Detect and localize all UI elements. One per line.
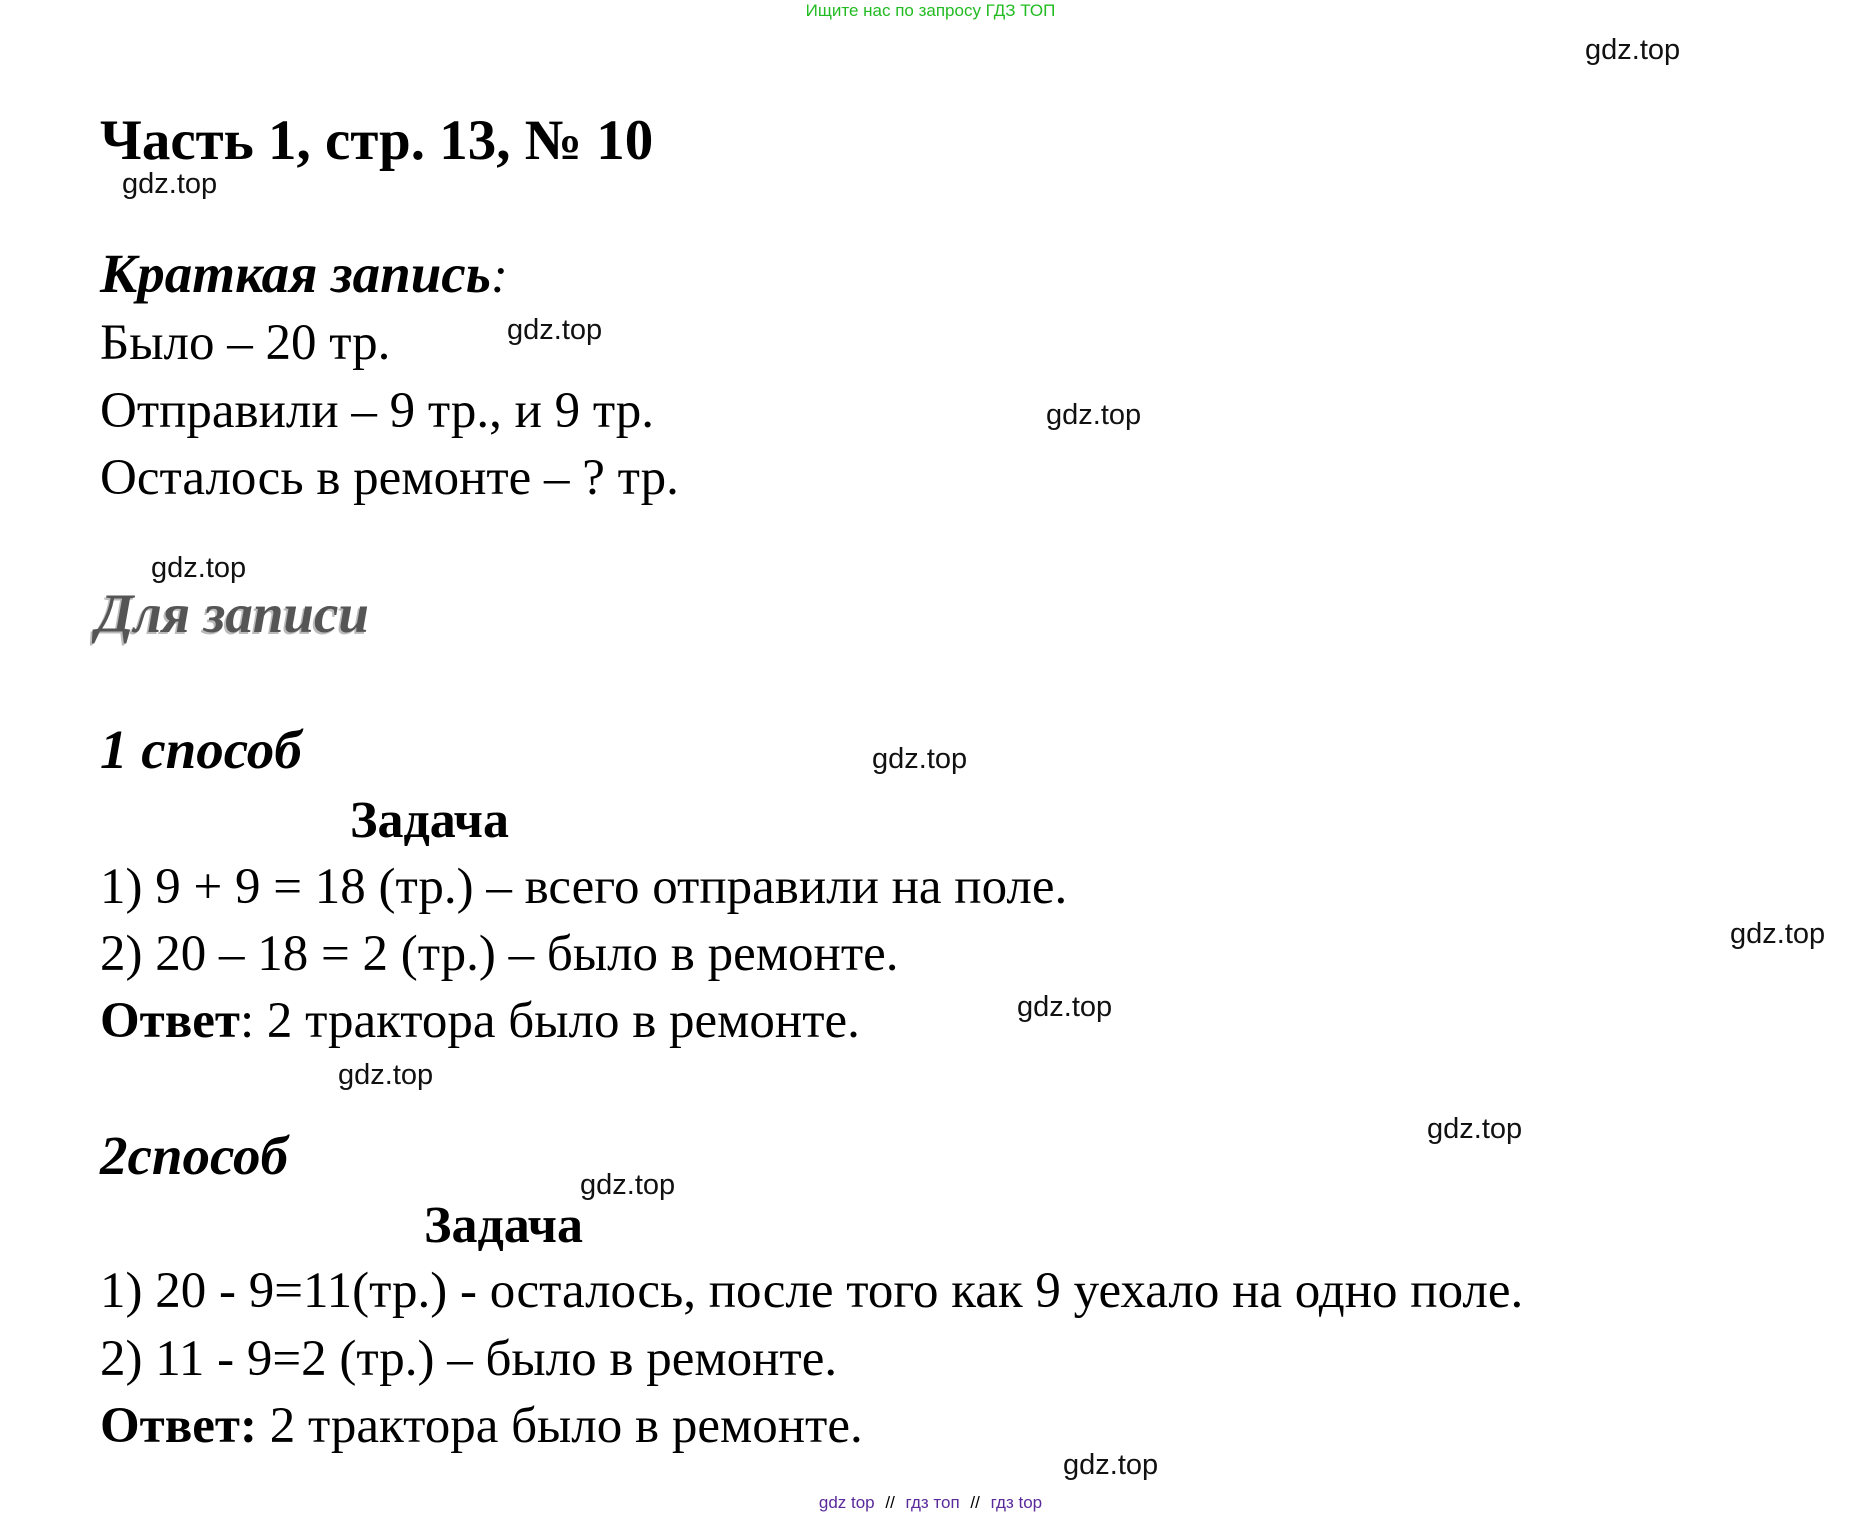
method2-answer	[100, 1398, 863, 1454]
short-note-heading	[100, 243, 508, 304]
method2-step: 1) 20 - 9=11(тр.) - осталось, после того как 9 уехало на одно поле.	[100, 1263, 1524, 1319]
method2-task-title: Задача	[424, 1197, 583, 1254]
short-note-line: Было – 20 тр.	[100, 315, 391, 371]
footer-links	[0, 1494, 1861, 1511]
watermark: gdz.top	[507, 314, 603, 346]
footer-link[interactable]: гдз top	[990, 1493, 1043, 1512]
watermark: gdz.top	[1427, 1113, 1523, 1145]
watermark: gdz.top	[1046, 399, 1142, 431]
method1-task-title: Задача	[350, 792, 509, 849]
method1-step: 2) 20 – 18 = 2 (тр.) – было в ремонте.	[100, 926, 899, 982]
answer-text: : 2 трактора было в ремонте.	[239, 993, 860, 1049]
watermark: gdz.top	[1017, 991, 1113, 1023]
short-note-heading-colon: :	[490, 248, 508, 304]
watermark: gdz.top	[122, 168, 218, 200]
footer-link[interactable]: гдз топ	[905, 1493, 960, 1512]
top-banner-link[interactable]: Ищите нас по запросу ГДЗ ТОП	[805, 1, 1056, 20]
method2-step: 2) 11 - 9=2 (тр.) – было в ремонте.	[100, 1331, 838, 1387]
short-note-heading-text: Краткая запись	[100, 243, 491, 304]
answer-text: 2 трактора было в ремонте.	[256, 1398, 863, 1454]
footer-separator: //	[885, 1493, 895, 1512]
page-title: Часть 1, стр. 13, № 10	[100, 109, 654, 172]
watermark: gdz.top	[1730, 918, 1826, 950]
method1-answer	[100, 993, 860, 1049]
for-record-heading: Для записи	[96, 583, 370, 644]
footer-separator: //	[970, 1493, 980, 1512]
watermark: gdz.top	[872, 743, 968, 775]
watermark: gdz.top	[338, 1059, 434, 1091]
watermark: gdz.top	[1585, 34, 1681, 66]
answer-label: Ответ:	[100, 1398, 257, 1454]
footer-link[interactable]: gdz top	[818, 1493, 875, 1512]
watermark: gdz.top	[151, 552, 247, 584]
method1-step: 1) 9 + 9 = 18 (тр.) – всего отправили на поле.	[100, 859, 1068, 915]
short-note-line: Осталось в ремонте – ? тр.	[100, 450, 679, 506]
watermark: gdz.top	[1063, 1449, 1159, 1481]
method2-heading: 2способ	[100, 1125, 288, 1186]
method1-heading: 1 способ	[100, 719, 302, 780]
answer-label: Ответ	[100, 993, 240, 1049]
short-note-line: Отправили – 9 тр., и 9 тр.	[100, 383, 655, 439]
watermark: gdz.top	[580, 1169, 676, 1201]
